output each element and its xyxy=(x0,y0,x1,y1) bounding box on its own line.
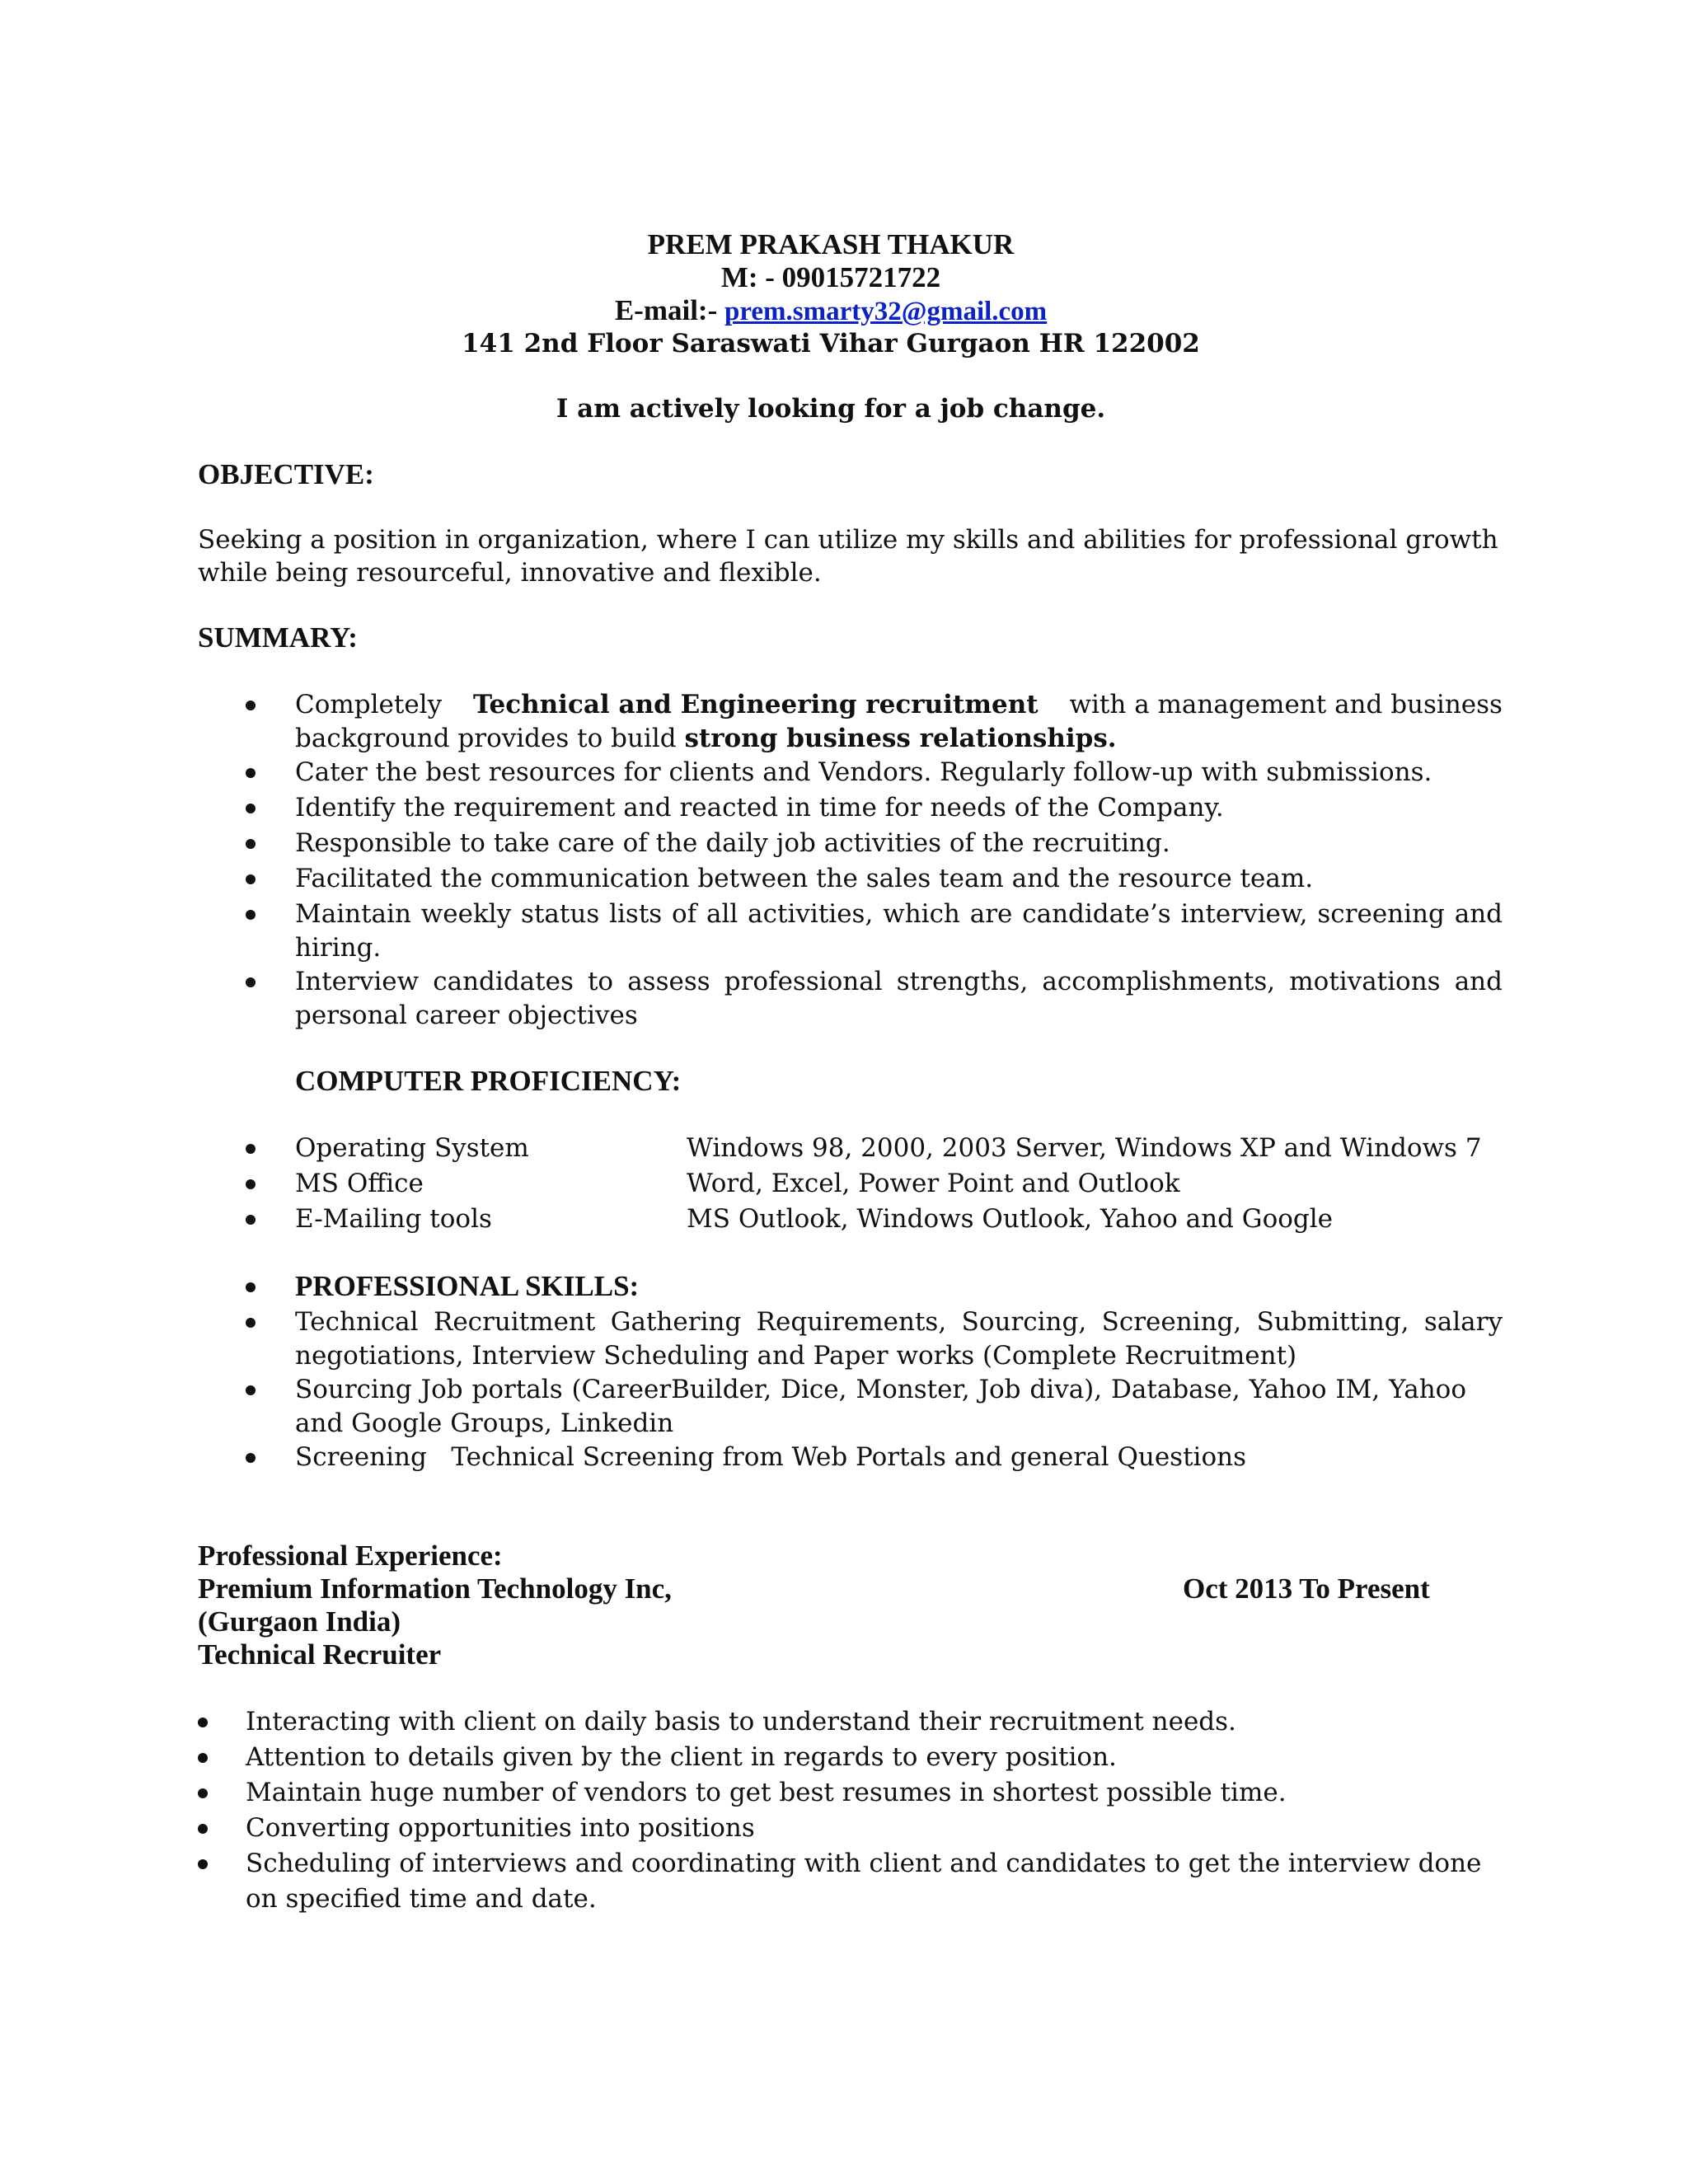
bullet-icon xyxy=(246,1179,256,1189)
bullet-icon xyxy=(246,1215,256,1225)
email-link[interactable]: prem.smarty32@gmail.com xyxy=(724,297,1048,326)
computer-proficiency-heading: COMPUTER PROFICIENCY: xyxy=(295,1065,682,1097)
bullet-icon xyxy=(246,910,256,920)
summary-heading: SUMMARY: xyxy=(198,621,358,654)
summary-item-7-line-1: Interview candidates to assess professional strengths, accomplishments, motivations and xyxy=(295,967,1503,996)
objective-line-1: Seeking a position in organization, where I can utilize my skills and abilities for professional growth xyxy=(198,525,1498,555)
summary-item-5: Facilitated the communication between the sales team and the resource team. xyxy=(295,864,1314,893)
address: 141 2nd Floor Saraswati Vihar Gurgaon HR 122002 xyxy=(462,329,1200,359)
experience-item-3: Maintain huge number of vendors to get best resumes in shortest possible time. xyxy=(246,1778,1287,1807)
experience-heading: Professional Experience: xyxy=(198,1540,503,1572)
bullet-icon xyxy=(246,839,256,849)
company-name: Premium Information Technology Inc, xyxy=(198,1572,672,1605)
summary-text: background provides to build xyxy=(295,724,677,753)
proficiency-label: Operating System xyxy=(295,1133,529,1163)
bullet-icon xyxy=(198,1859,208,1869)
objective-heading: OBJECTIVE: xyxy=(198,458,374,490)
skills-item-2-line-2: and Google Groups, Linkedin xyxy=(295,1408,674,1438)
proficiency-label: E-Mailing tools xyxy=(295,1204,492,1234)
candidate-name: PREM PRAKASH THAKUR xyxy=(647,228,1015,260)
summary-item-7-line-2: personal career objectives xyxy=(295,1001,638,1030)
job-role: Technical Recruiter xyxy=(198,1638,442,1671)
experience-item-5-line-2: on specified time and date. xyxy=(246,1884,597,1914)
summary-item-3: Identify the requirement and reacted in time for needs of the Company. xyxy=(295,793,1224,823)
summary-emphasis: strong business relationships. xyxy=(684,724,1117,753)
summary-emphasis: Technical and Engineering recruitment xyxy=(473,690,1039,719)
bullet-icon xyxy=(198,1753,208,1763)
objective-line-2: while being resourceful, innovative and flexible. xyxy=(198,558,822,588)
proficiency-value: Windows 98, 2000, 2003 Server, Windows XP and Windows 7 xyxy=(687,1133,1482,1163)
bullet-icon xyxy=(246,1453,256,1463)
skills-item-3: Screening Technical Screening from Web Portals and general Questions xyxy=(295,1442,1246,1472)
summary-item-4: Responsible to take care of the daily job activities of the recruiting. xyxy=(295,828,1170,858)
summary-text: with a management and business xyxy=(1069,690,1503,719)
company-location: (Gurgaon India) xyxy=(198,1605,401,1638)
summary-item-6-line-1: Maintain weekly status lists of all activities, which are candidate’s interview, screening and xyxy=(295,899,1503,929)
bullet-icon xyxy=(246,1282,256,1292)
skills-item-2-line-1: Sourcing Job portals (CareerBuilder, Dice, Monster, Job diva), Database, Yahoo IM, Yahoo xyxy=(295,1375,1466,1404)
summary-item-6-line-2: hiring. xyxy=(295,933,382,963)
bullet-icon xyxy=(246,768,256,778)
tagline: I am actively looking for a job change. xyxy=(556,394,1106,424)
skills-item-1-line-2: negotiations, Interview Scheduling and Paper works (Complete Recruitment) xyxy=(295,1341,1297,1371)
bullet-icon xyxy=(246,977,256,987)
proficiency-value: Word, Excel, Power Point and Outlook xyxy=(687,1169,1180,1198)
bullet-icon xyxy=(246,701,256,710)
bullet-icon xyxy=(198,1824,208,1834)
mobile-number: M: - 09015721722 xyxy=(720,261,941,293)
professional-skills-heading: PROFESSIONAL SKILLS: xyxy=(295,1270,640,1302)
bullet-icon xyxy=(246,804,256,813)
email-line xyxy=(198,293,1464,329)
bullet-icon xyxy=(198,1718,208,1727)
summary-item-2: Cater the best resources for clients and Vendors. Regularly follow-up with submissions. xyxy=(295,757,1432,787)
summary-text: Completely xyxy=(295,690,443,719)
bullet-icon xyxy=(246,1385,256,1395)
summary-item-1-line-1 xyxy=(295,687,1503,722)
experience-item-2: Attention to details given by the client in regards to every position. xyxy=(246,1742,1117,1772)
experience-item-1: Interacting with client on daily basis to understand their recruitment needs. xyxy=(246,1707,1236,1736)
email-label: E-mail:- xyxy=(614,294,724,326)
experience-item-5-line-1: Scheduling of interviews and coordinating with client and candidates to get the interview done xyxy=(246,1849,1482,1878)
bullet-icon xyxy=(198,1788,208,1798)
proficiency-value: MS Outlook, Windows Outlook, Yahoo and Google xyxy=(687,1204,1334,1234)
bullet-icon xyxy=(246,874,256,884)
bullet-icon xyxy=(246,1144,256,1154)
proficiency-label: MS Office xyxy=(295,1169,424,1198)
bullet-icon xyxy=(246,1318,256,1328)
experience-item-4: Converting opportunities into positions xyxy=(246,1813,755,1843)
summary-item-1-line-2 xyxy=(295,721,1117,756)
skills-item-1-line-1: Technical Recruitment Gathering Requirements, Sourcing, Screening, Submitting, salary xyxy=(295,1307,1503,1337)
employment-dates: Oct 2013 To Present xyxy=(1183,1572,1430,1605)
